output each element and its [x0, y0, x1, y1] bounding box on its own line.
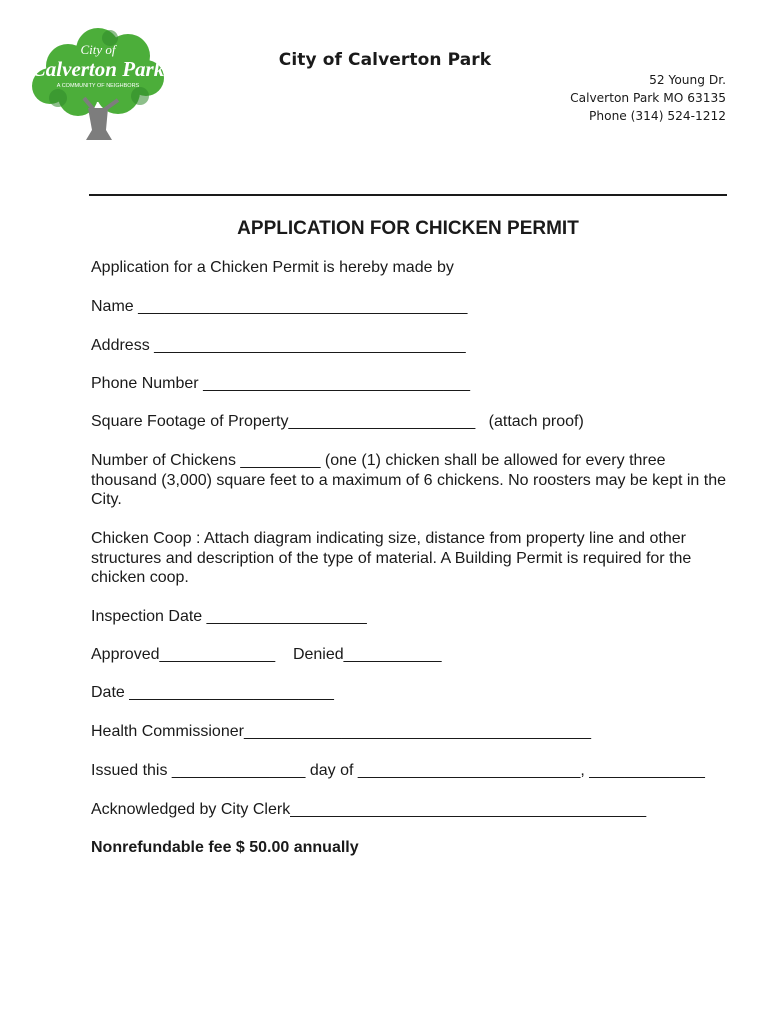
- page-title: APPLICATION FOR CHICKEN PERMIT: [237, 218, 579, 239]
- health-commissioner-field[interactable]: Health Commissioner_______________________________________: [91, 723, 591, 740]
- address-city: Calverton Park MO 63135: [570, 91, 726, 105]
- coop-instructions: Chicken Coop : Attach diagram indicating size, distance from property line and other structures and description of the type of material. A Building Permit is required for the chicken coop.: [91, 530, 692, 586]
- svg-text:A COMMUNITY OF NEIGHBORS: A COMMUNITY OF NEIGHBORS: [56, 83, 140, 89]
- chickens-field[interactable]: Number of Chickens _________ (one (1) chicken shall be allowed for every three thousand (3,000) square feet to a maximum of 6 chickens. No roosters may be kept in the City.: [91, 452, 726, 508]
- approved-denied-field[interactable]: Approved_____________ Denied___________: [91, 646, 442, 663]
- date-field[interactable]: Date _______________________: [91, 684, 334, 701]
- city-logo: [28, 26, 168, 144]
- address-field[interactable]: Address ___________________________________: [91, 337, 466, 354]
- address-street: 52 Young Dr.: [649, 73, 726, 87]
- phone-field[interactable]: Phone Number ______________________________: [91, 375, 471, 392]
- name-field[interactable]: Name _____________________________________: [91, 298, 468, 315]
- org-name: City of Calverton Park: [278, 50, 492, 70]
- address-phone: Phone (314) 524-1212: [589, 109, 726, 123]
- tree-icon: [28, 26, 168, 144]
- city-clerk-field[interactable]: Acknowledged by City Clerk________________________________________: [91, 801, 647, 818]
- intro-text: Application for a Chicken Permit is hereby made by: [91, 259, 454, 276]
- issued-field[interactable]: Issued this _______________ day of _________________________, _____________: [91, 762, 705, 779]
- svg-text:Calverton Park: Calverton Park: [31, 57, 165, 81]
- inspection-date-field[interactable]: Inspection Date __________________: [91, 608, 367, 625]
- svg-text:City of: City of: [80, 42, 116, 57]
- fee-note: Nonrefundable fee $ 50.00 annually: [91, 839, 359, 856]
- square-footage-field[interactable]: Square Footage of Property_____________________ (attach proof): [91, 413, 584, 430]
- header-divider: [89, 194, 727, 196]
